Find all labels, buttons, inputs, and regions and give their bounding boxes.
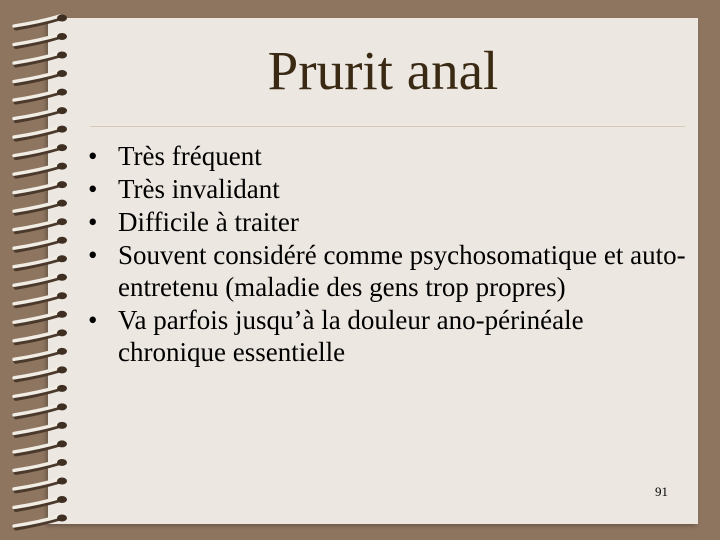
bullet-text: Très invalidant <box>118 174 280 204</box>
binding-ring <box>14 163 67 177</box>
bullet-item <box>82 304 692 368</box>
bullet-marker: • <box>88 240 98 270</box>
bullet-text: Très fréquent <box>118 141 262 171</box>
binding-ring <box>14 311 67 325</box>
bullet-marker: • <box>88 174 98 204</box>
binding-ring <box>14 496 67 510</box>
binding-ring <box>14 403 67 417</box>
binding-ring <box>14 107 67 121</box>
binding-ring <box>14 126 67 140</box>
bullet-marker: • <box>88 207 98 237</box>
binding-ring <box>14 181 67 195</box>
page-number: 91 <box>655 484 668 499</box>
bullet-item <box>82 206 692 238</box>
binding-ring <box>14 144 67 158</box>
bullet-item <box>82 239 692 303</box>
bullet-text: Va parfois jusqu’à la douleur ano-périnéale chronique essentielle <box>118 305 584 367</box>
binding-ring <box>14 385 67 399</box>
binding-ring <box>14 218 67 232</box>
binding-ring <box>14 292 67 306</box>
binding-ring <box>14 329 67 343</box>
binding-ring <box>14 237 67 251</box>
slide-title: Prurit anal <box>267 40 499 101</box>
bullet-list <box>82 140 692 369</box>
binding-ring <box>14 515 67 529</box>
bullet-item <box>82 173 692 205</box>
binding-ring <box>14 440 67 454</box>
binding-ring <box>14 459 67 473</box>
binding-ring <box>14 348 67 362</box>
binding-ring <box>14 477 67 491</box>
bullet-text: Souvent considéré comme psychosomatique et auto-entretenu (maladie des gens trop propres) <box>118 240 686 302</box>
bullet-text: Difficile à traiter <box>118 207 299 237</box>
bullet-marker: • <box>88 141 98 171</box>
binding-ring <box>14 274 67 288</box>
bullet-marker: • <box>88 305 98 335</box>
title-divider <box>90 126 685 127</box>
binding-ring <box>14 366 67 380</box>
binding-ring <box>14 255 67 269</box>
bullet-item <box>82 140 692 172</box>
binding-ring <box>14 200 67 214</box>
binding-ring <box>14 15 67 29</box>
binding-ring <box>14 422 67 436</box>
